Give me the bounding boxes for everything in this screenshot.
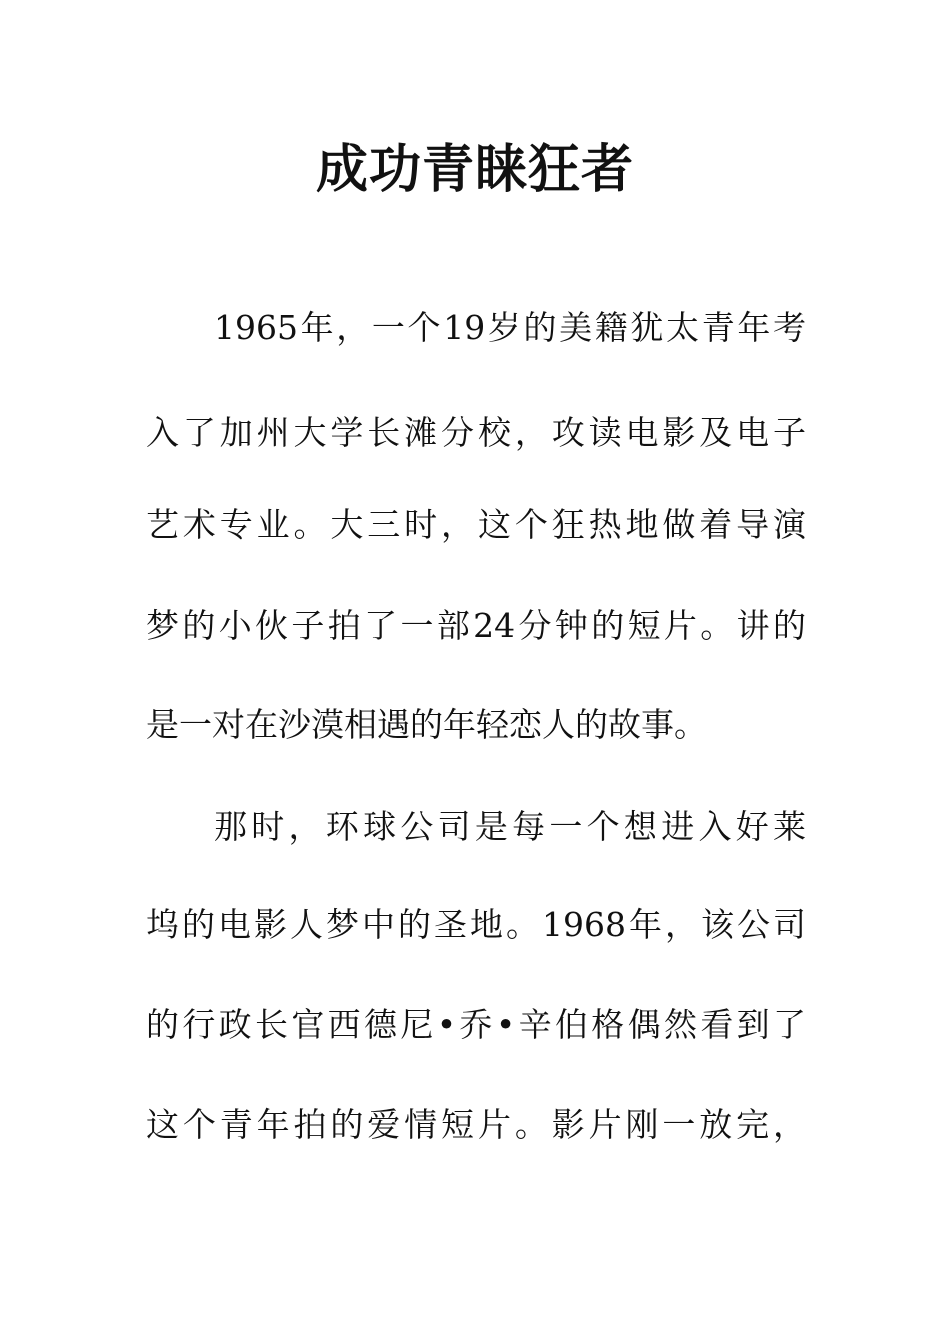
paragraph-2-line-2: 坞的电影人梦中的圣地。1968年，该公司 bbox=[146, 905, 806, 944]
paragraph-1-line-3: 艺术专业。大三时，这个狂热地做着导演 bbox=[146, 505, 806, 544]
page-title: 成功青睐狂者 bbox=[315, 140, 634, 200]
paragraph-2-line-4: 这个青年拍的爱情短片。影片刚一放完， bbox=[146, 1105, 806, 1144]
paragraph-1-line-4: 梦的小伙子拍了一部24分钟的短片。讲的 bbox=[146, 606, 806, 645]
paragraph-2-line-1: 那时，环球公司是每一个想进入好莱 bbox=[214, 807, 806, 846]
paragraph-1-line-1: 1965年，一个19岁的美籍犹太青年考 bbox=[214, 308, 806, 347]
paragraph-1-line-2: 入了加州大学长滩分校，攻读电影及电子 bbox=[146, 413, 806, 452]
paragraph-2-line-3: 的行政长官西德尼•乔•辛伯格偶然看到了 bbox=[146, 1005, 806, 1044]
paragraph-1-line-5: 是一对在沙漠相遇的年轻恋人的故事。 bbox=[146, 705, 707, 744]
